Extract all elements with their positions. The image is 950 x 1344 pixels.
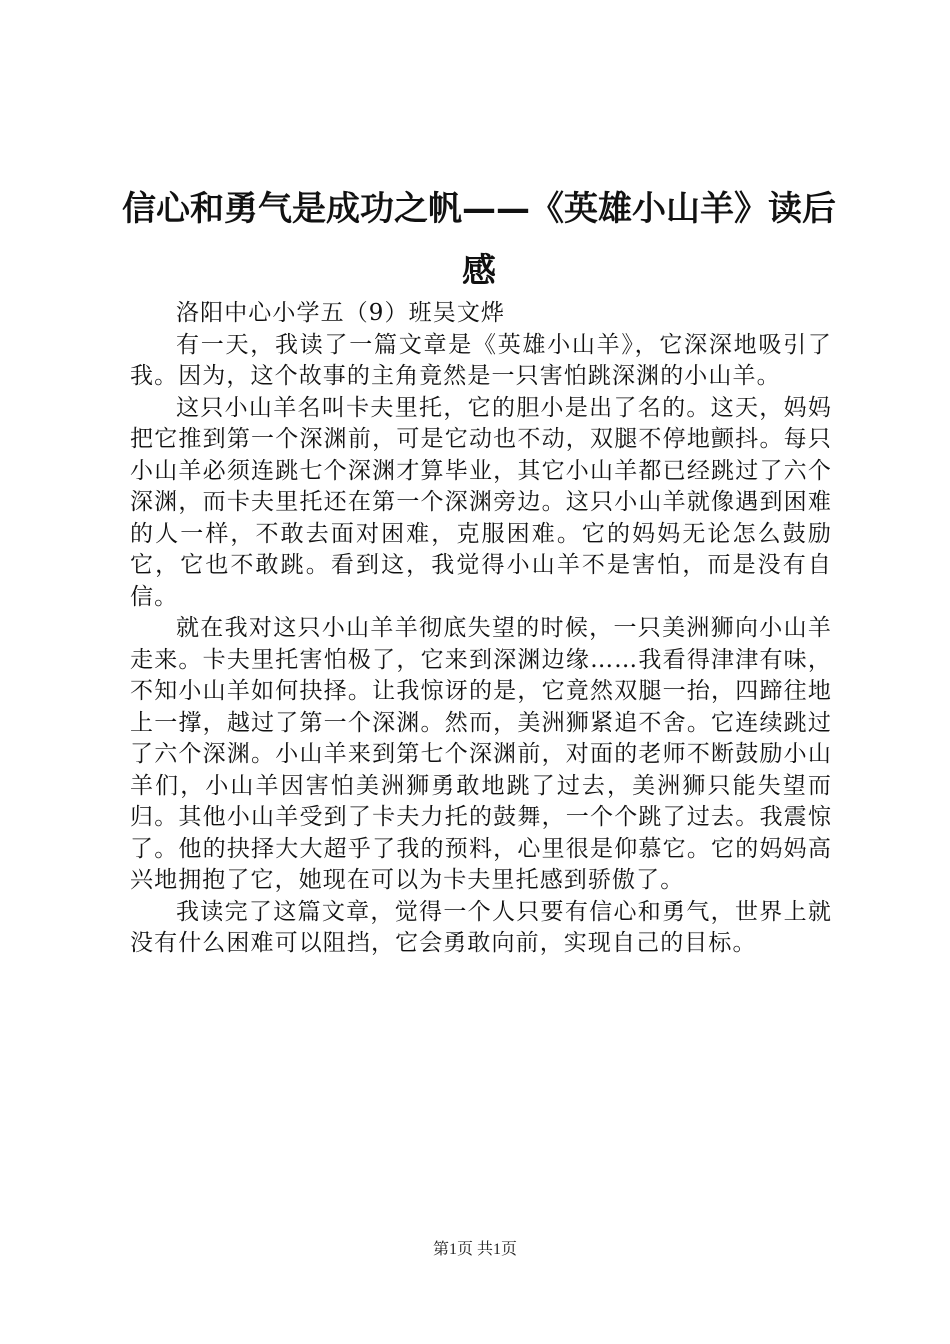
document-title: 信心和勇气是成功之帆——《英雄小山羊》读后感 <box>122 189 836 291</box>
document-body <box>130 298 832 960</box>
paragraph-4: 我读完了这篇文章，觉得一个人只要有信心和勇气，世界上就没有什么困难可以阻挡，它会勇敢向前，实现自己的目标。 <box>130 898 832 956</box>
paragraph-3: 就在我对这只小山羊羊彻底失望的时候，一只美洲狮向小山羊走来。卡夫里托害怕极了，它来到深渊边缘……我看得津津有味，不知小山羊如何抉择。让我惊讶的是，它竟然双腿一抬，四蹄往地上一撑，越过了第一个深渊。然而，美洲狮紧追不舍。它连续跳过了六个深渊。小山羊来到第七个深渊前，对面的老师不断鼓励小山羊们，小山羊因害怕美洲狮勇敢地跳了过去，美洲狮只能失望而归。其他小山羊受到了卡夫力托的鼓舞，一个个跳了过去。我震惊了。他的抉择大大超乎了我的预料，心里很是仰慕它。它的妈妈高兴地拥抱了它，她现在可以为卡夫里托感到骄傲了。 <box>130 615 832 893</box>
page-footer: 第1页 共1页 <box>432 1241 517 1258</box>
paragraph-1: 有一天，我读了一篇文章是《英雄小山羊》，它深深地吸引了我。因为，这个故事的主角竟然是一只害怕跳深渊的小山羊。 <box>130 331 832 389</box>
paragraph-2: 这只小山羊名叫卡夫里托，它的胆小是出了名的。这天，妈妈把它推到第一个深渊前，可是它动也不动，双腿不停地颤抖。每只小山羊必须连跳七个深渊才算毕业，其它小山羊都已经跳过了六个深渊，而卡夫里托还在第一个深渊旁边。这只小山羊就像遇到困难的人一样，不敢去面对困难，克服困难。它的妈妈无论怎么鼓励它，它也不敢跳。看到这，我觉得小山羊不是害怕，而是没有自信。 <box>130 394 832 610</box>
author-line: 洛阳中心小学五（9）班吴文烨 <box>176 300 506 326</box>
